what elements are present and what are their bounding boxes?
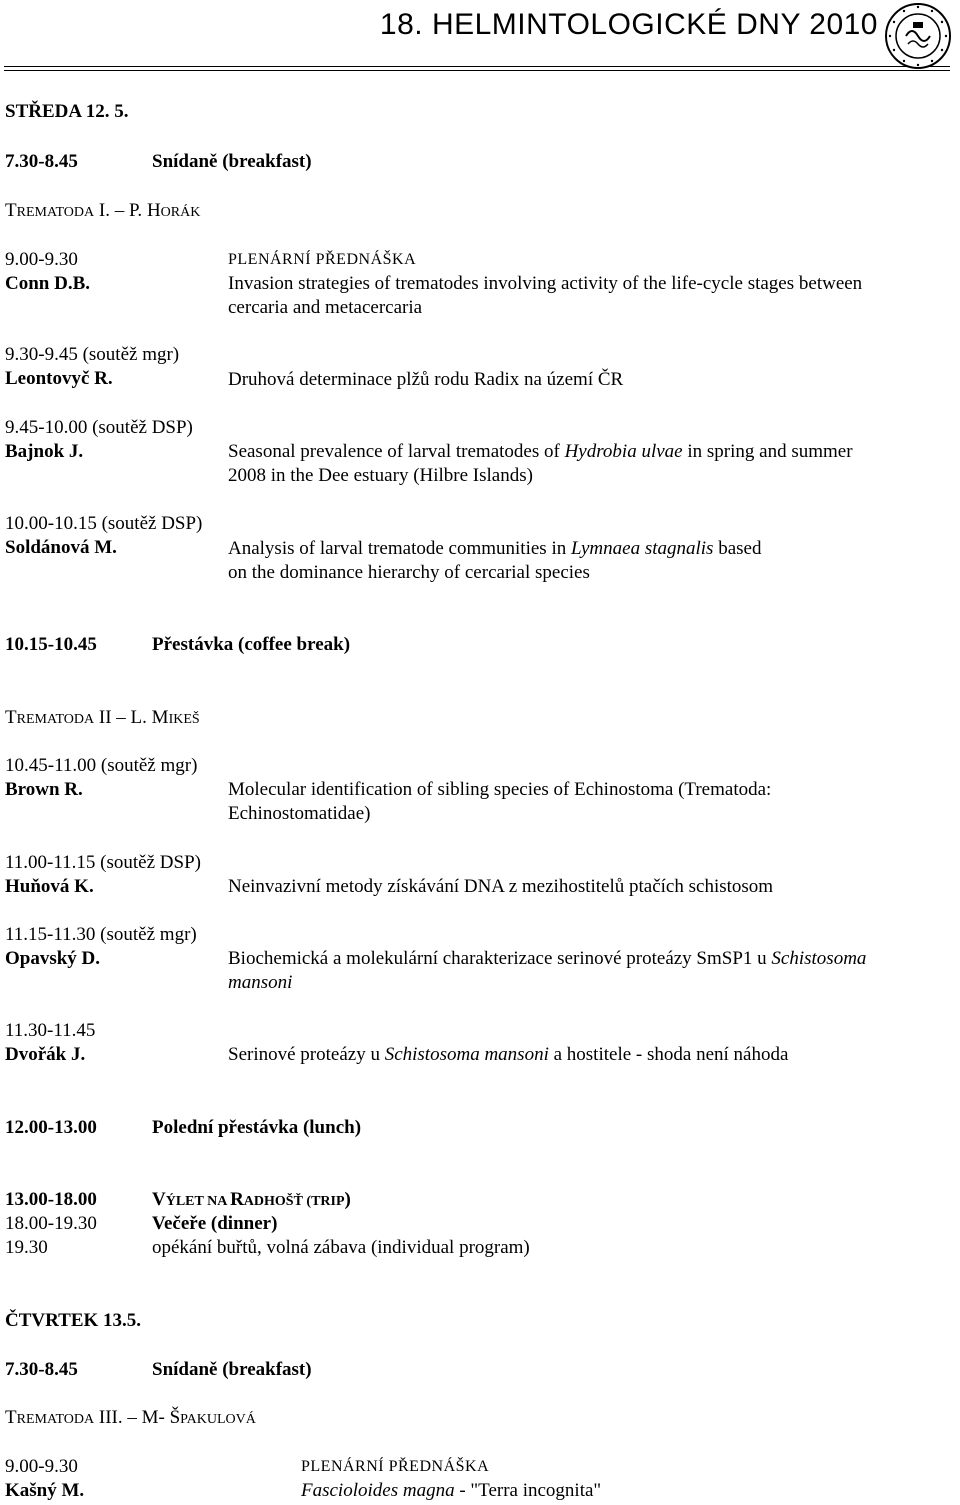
talk-speaker: Kašný M. xyxy=(5,1480,85,1501)
talk-time: 9.00-9.30 xyxy=(5,1456,78,1477)
talk-time: 9.00-9.30 xyxy=(5,249,78,270)
talk-title-line1: Analysis of larval trematode communities in Lymnaea stagnalis based xyxy=(228,538,762,559)
breakfast-time: 7.30-8.45 xyxy=(5,1359,78,1380)
dinner-time: 18.00-19.30 xyxy=(5,1213,97,1234)
talk-time-note: 11.00-11.15 (soutěž DSP) xyxy=(5,852,201,873)
talk-speaker: Soldánová M. xyxy=(5,537,117,558)
coffee-label: Přestávka (coffee break) xyxy=(152,634,351,655)
talk-time-note: 9.30-9.45 (soutěž mgr) xyxy=(5,344,180,365)
breakfast-label: Snídaně (breakfast) xyxy=(152,151,312,172)
talk-title-line1: Biochemická a molekulární charakterizace serinové proteázy SmSP1 u Schistosoma xyxy=(228,948,867,969)
talk-time-note: 11.15-11.30 (soutěž mgr) xyxy=(5,924,197,945)
session-chair: TREMATODA I. – P. HORÁK xyxy=(5,200,201,221)
trip-time: 13.00-18.00 xyxy=(5,1189,97,1210)
talk-title-line2: mansoni xyxy=(228,972,293,993)
talk-title-line2: 2008 in the Dee estuary (Hilbre Islands) xyxy=(228,465,533,486)
talk-time-note: 9.45-10.00 (soutěž DSP) xyxy=(5,417,193,438)
evening-label: opékání buřtů, volná zábava (individual program) xyxy=(152,1237,530,1258)
breakfast-label: Snídaně (breakfast) xyxy=(152,1359,312,1380)
talk-title-line2: Echinostomatidae) xyxy=(228,803,371,824)
breakfast-time: 7.30-8.45 xyxy=(5,151,78,172)
talk-title-line2: cercaria and metacercaria xyxy=(228,297,423,318)
talk-type: PLENÁRNÍ PŘEDNÁŠKA xyxy=(301,1458,490,1475)
talk-title-line1: Invasion strategies of trematodes involving activity of the life-cycle stages between xyxy=(228,273,863,294)
talk-speaker: Huňová K. xyxy=(5,876,94,897)
session-chair: TREMATODA II – L. MIKEŠ xyxy=(5,707,200,728)
talk-time-note: 10.45-11.00 (soutěž mgr) xyxy=(5,755,198,776)
evening-time: 19.30 xyxy=(5,1237,48,1258)
header-rule-1 xyxy=(4,66,950,67)
talk-speaker: Dvořák J. xyxy=(5,1044,86,1065)
talk-time: 11.30-11.45 xyxy=(5,1020,96,1041)
talk-time-note: 10.00-10.15 (soutěž DSP) xyxy=(5,513,203,534)
talk-title-line1: Fascioloides magna - "Terra incognita" xyxy=(301,1480,602,1501)
conference-title: 18. HELMINTOLOGICKÉ DNY 2010 xyxy=(379,8,878,41)
day-title: ČTVRTEK 13.5. xyxy=(5,1310,142,1331)
lunch-label: Polední přestávka (lunch) xyxy=(152,1117,362,1138)
society-seal-icon xyxy=(884,2,952,70)
talk-title-line1: Serinové proteázy u Schistosoma mansoni a hostitele - shoda není náhoda xyxy=(228,1044,789,1065)
talk-title-line1: Seasonal prevalence of larval trematodes of Hydrobia ulvae in spring and summer xyxy=(228,441,853,462)
talk-speaker: Bajnok J. xyxy=(5,441,84,462)
talk-title-line2: on the dominance hierarchy of cercarial species xyxy=(228,562,590,583)
dinner-label: Večeře (dinner) xyxy=(152,1213,278,1234)
trip-label: VÝLET NA RADHOŠŤ (TRIP) xyxy=(152,1189,351,1210)
talk-speaker: Conn D.B. xyxy=(5,273,90,294)
talk-title-line1: Druhová determinace plžů rodu Radix na území ČR xyxy=(228,369,624,390)
talk-speaker: Opavský D. xyxy=(5,948,101,969)
talk-title-line1: Molecular identification of sibling species of Echinostoma (Trematoda: xyxy=(228,779,772,800)
talk-title-line1: Neinvazivní metody získávání DNA z mezihostitelů ptačích schistosom xyxy=(228,876,774,897)
day-title: STŘEDA 12. 5. xyxy=(5,101,129,122)
session-chair: TREMATODA III. – M- ŠPAKULOVÁ xyxy=(5,1407,256,1428)
talk-speaker: Brown R. xyxy=(5,779,83,800)
talk-type: PLENÁRNÍ PŘEDNÁŠKA xyxy=(228,251,417,268)
header-rule-2 xyxy=(4,70,950,71)
page-header xyxy=(0,0,960,72)
lunch-time: 12.00-13.00 xyxy=(5,1117,97,1138)
coffee-time: 10.15-10.45 xyxy=(5,634,97,655)
talk-speaker: Leontovyč R. xyxy=(5,368,113,389)
